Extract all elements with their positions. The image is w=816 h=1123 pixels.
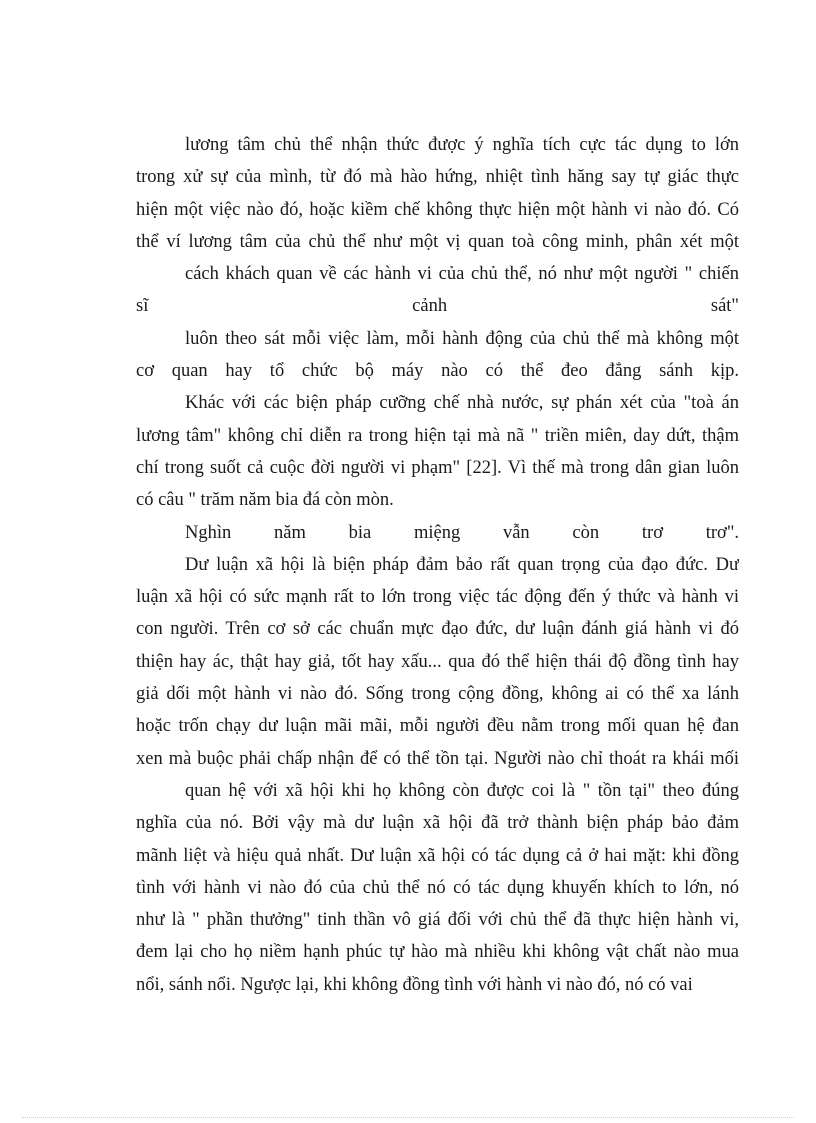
text-line: quan hệ với xã hội khi họ không còn được coi là " tồn tại" theo đúng [185, 780, 739, 801]
text-line: thiện hay ác, thật hay giả, tốt hay xấu... qua đó thể hiện thái độ đồng tình hay [136, 651, 739, 672]
text-line: hiện một việc nào đó, hoặc kiềm chế không thực hiện một hành vi nào đó. Có [136, 199, 739, 220]
text-line: xen mà buộc phải chấp nhận để có thể tồn tại. Người nào chỉ thoát ra khái mối [136, 748, 739, 769]
text-line: lương tâm" không chỉ diễn ra trong hiện tại mà nã " triền miên, day dứt, thậm [136, 425, 739, 446]
text-line: Nghìn năm bia miệng vẫn còn trơ trơ". [185, 522, 739, 543]
body-text [136, 129, 739, 1001]
text-line: hoặc trốn chạy dư luận mãi mãi, mỗi người đều nằm trong mối quan hệ đan [136, 716, 739, 737]
text-line: nghĩa của nó. Bởi vậy mà dư luận xã hội đã trở thành biện pháp bảo đảm [136, 813, 739, 834]
text-line: Khác với các biện pháp cưỡng chế nhà nước, sự phán xét của "toà án [185, 393, 739, 414]
text-line: chí trong suốt cả cuộc đời người vi phạm" [22]. Vì thế mà trong dân gian luôn [136, 457, 739, 478]
text-line: mãnh liệt và hiệu quả nhất. Dư luận xã hội có tác dụng cả ở hai mặt: khi đồng [136, 845, 739, 866]
text-line: có câu " trăm năm bia đá còn mòn. [136, 490, 394, 511]
text-line: cách khách quan về các hành vi của chủ thể, nó như một người " chiến [185, 264, 739, 285]
text-line: giả dối một hành vi nào đó. Sống trong cộng đồng, không ai có thể xa lánh [136, 684, 739, 705]
text-line: thể ví lương tâm của chủ thể như một vị quan toà công minh, phân xét một [136, 231, 739, 252]
text-line: Dư luận xã hội là biện pháp đảm bảo rất quan trọng của đạo đức. Dư [185, 554, 739, 575]
text-line: tình với hành vi nào đó của chủ thể nó có tác dụng khuyến khích to lớn, nó [136, 877, 739, 898]
text-line: lương tâm chủ thể nhận thức được ý nghĩa tích cực tác dụng to lớn [185, 135, 739, 155]
text-line: luôn theo sát mỗi việc làm, mỗi hành động của chủ thể mà không một [185, 328, 739, 349]
text-line: sĩ cảnh sát" [136, 296, 739, 317]
text-line: trong xử sự của mình, từ đó mà hào hứng, nhiệt tình hăng say tự giác thực [136, 167, 739, 188]
text-line: cơ quan hay tổ chức bộ máy nào có thể đeo đẳng sánh kịp. [136, 361, 739, 382]
text-line: đem lại cho họ niềm hạnh phúc tự hào mà nhiều khi không vật chất nào mua [136, 942, 739, 963]
text-line: nổi, sánh nổi. Ngược lại, khi không đồng tình với hành vi nào đó, nó có vai [136, 974, 693, 995]
text-line: luận xã hội có sức mạnh rất to lớn trong việc tác động đến ý thức và hành vi [136, 587, 739, 608]
page-bottom-rule [22, 1117, 794, 1118]
text-line: như là " phần thưởng" tinh thần vô giá đối với chủ thể đã thực hiện hành vi, [136, 910, 739, 931]
text-line: con người. Trên cơ sở các chuẩn mực đạo đức, dư luận đánh giá hành vi đó [136, 619, 739, 640]
